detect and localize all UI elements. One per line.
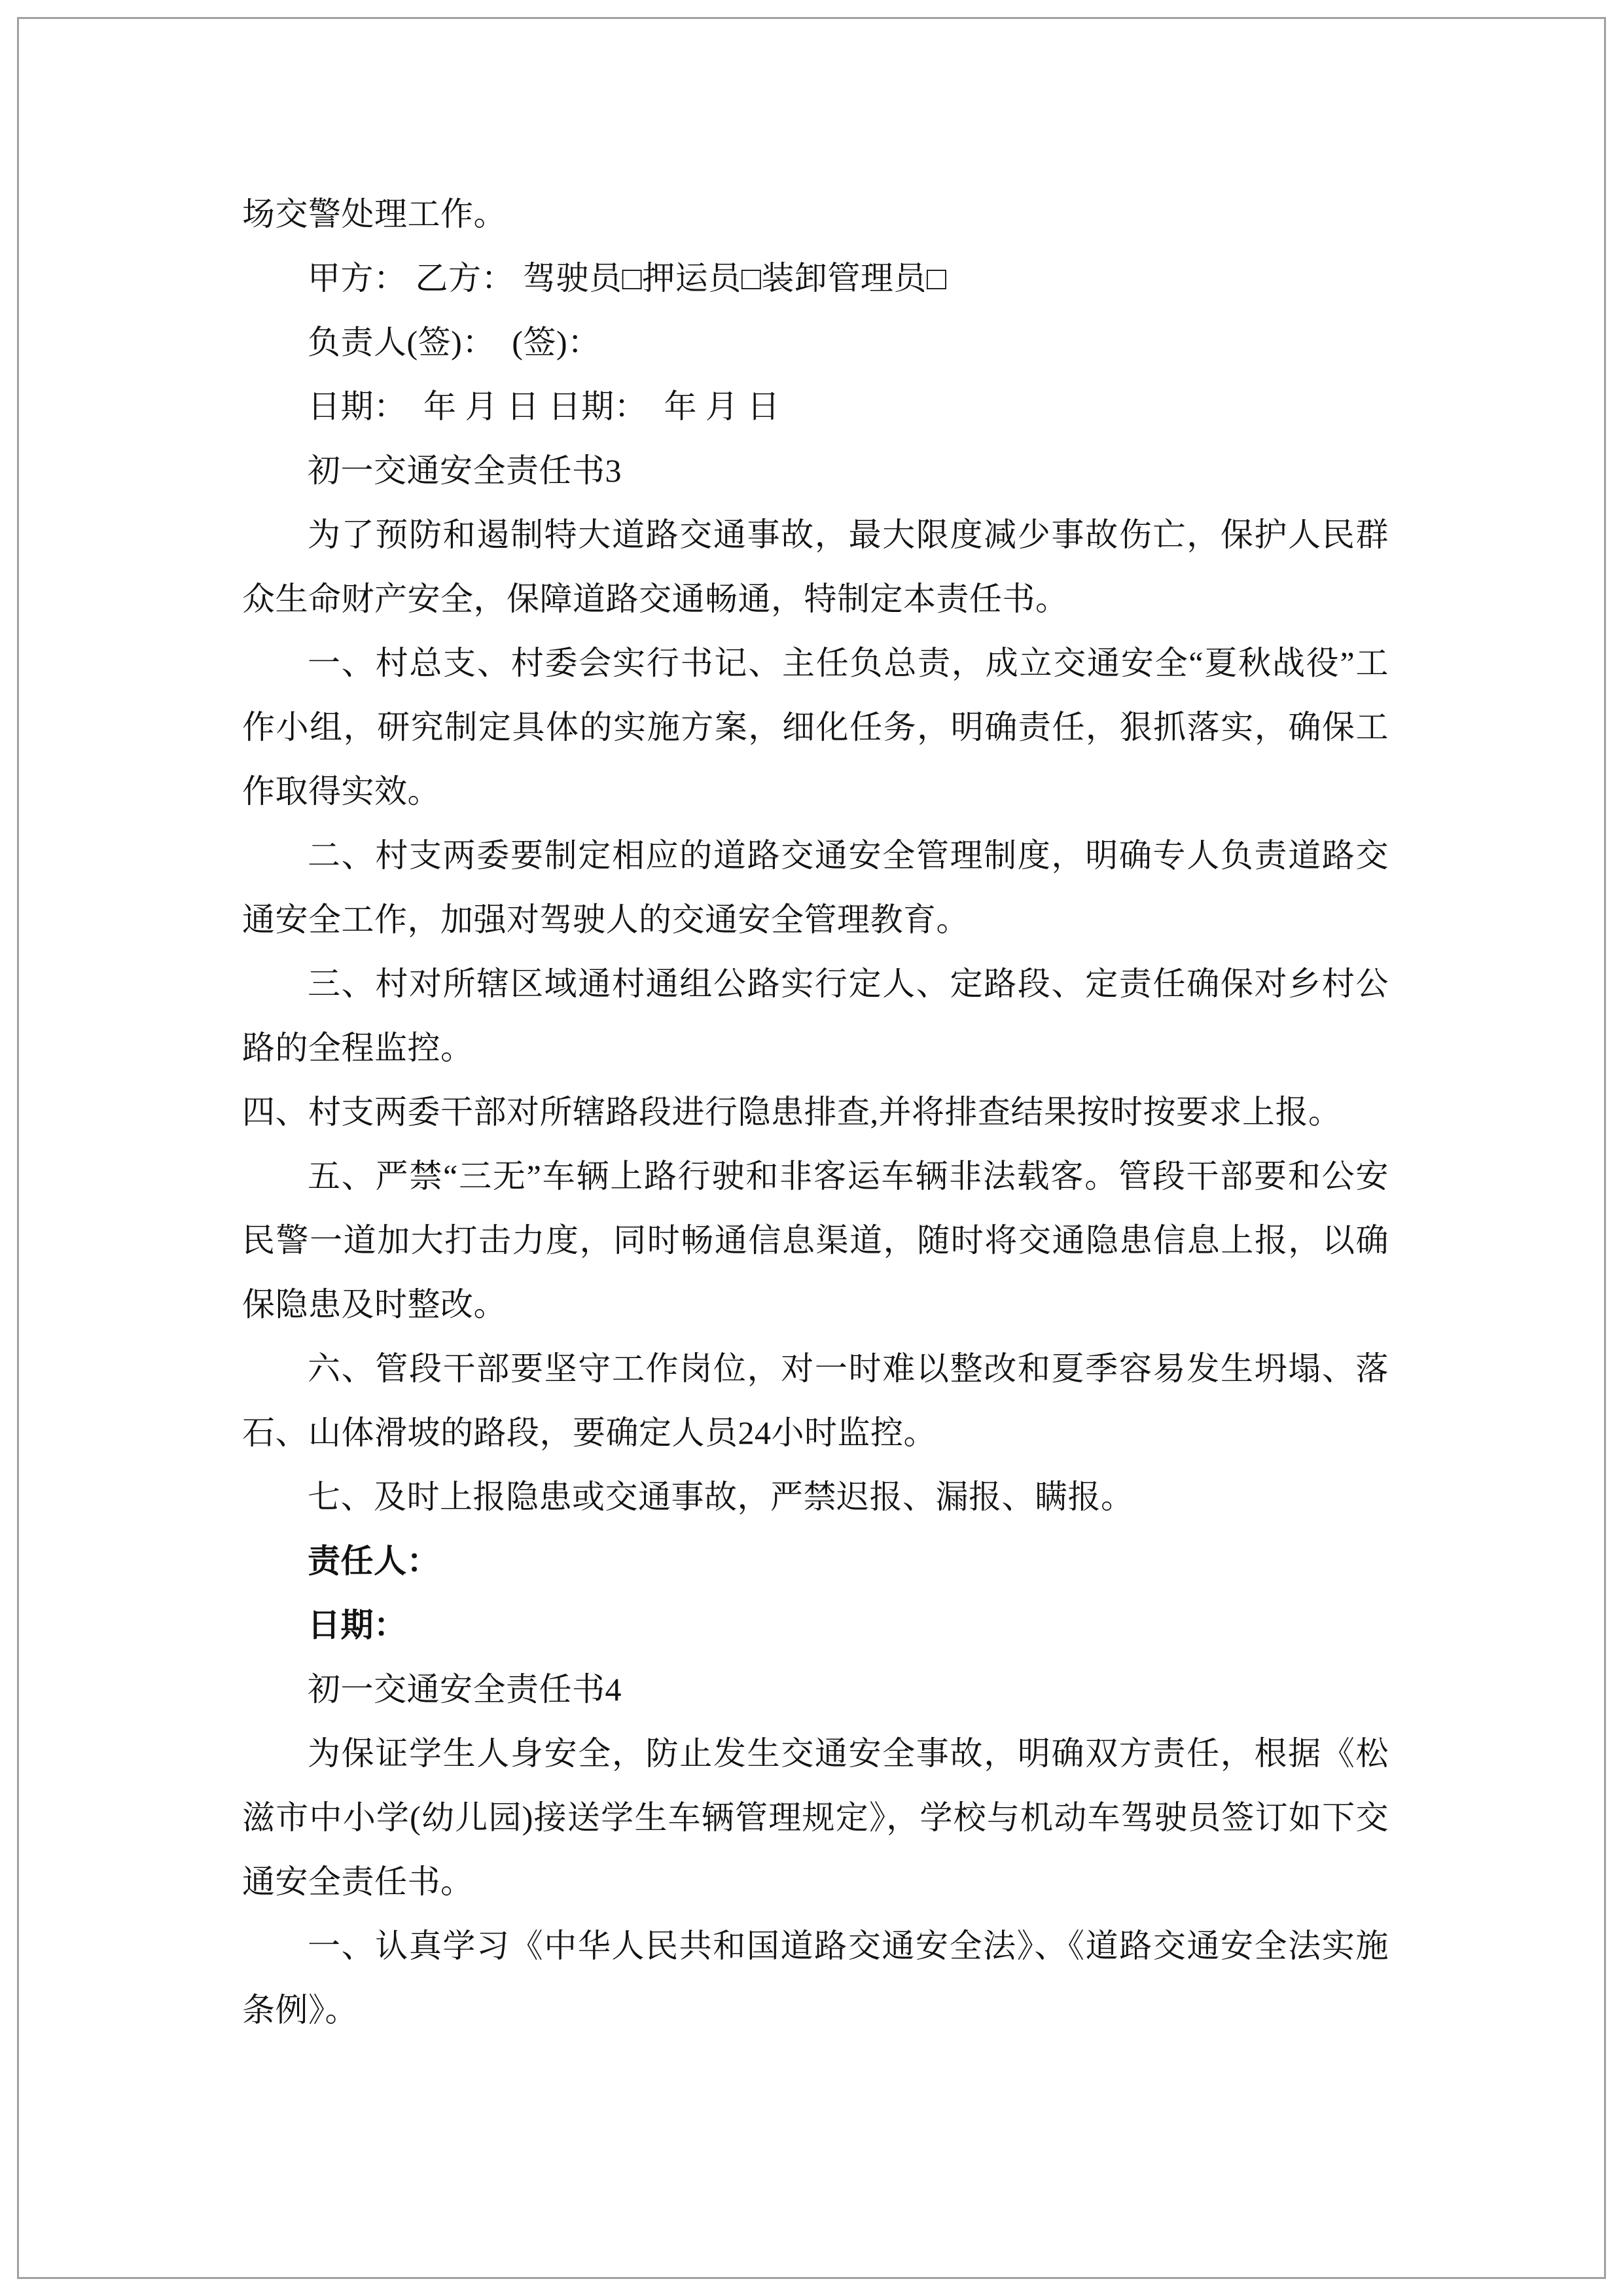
paragraph: 负责人(签)： (签)： (308, 324, 601, 361)
paragraph: 四、村支两委干部对所辖路段进行隐患排查,并将排查结果按时按要求上报。 (242, 1094, 1342, 1130)
paragraph: 初一交通安全责任书4 (308, 1671, 622, 1708)
paragraph: 为保证学生人身安全，防止发生交通安全事故，明确双方责任，根据《松滋市中小学(幼儿园)接送学生车辆管理规定》，学校与机动车驾驶员签订如下交通安全责任书。 (242, 1735, 1389, 1900)
paragraph: 为了预防和遏制特大道路交通事故，最大限度减少事故伤亡，保护人民群众生命财产安全，保障道路交通畅通，特制定本责任书。 (242, 516, 1389, 617)
paragraph: 初一交通安全责任书3 (308, 452, 622, 489)
paragraph: 日期： 年 月 日 日期： 年 月 日 (308, 388, 780, 425)
paragraph: 日期： (308, 1607, 407, 1643)
paragraph: 三、村对所辖区域通村通组公路实行定人、定路段、定责任确保对乡村公路的全程监控。 (242, 965, 1389, 1066)
paragraph: 一、村总支、村委会实行书记、主任负总责，成立交通安全“夏秋战役”工作小组，研究制定具体的实施方案，细化任务，明确责任，狠抓落实，确保工作取得实效。 (242, 645, 1389, 810)
paragraph: 一、认真学习《中华人民共和国道路交通安全法》、《道路交通安全法实施条例》。 (242, 1928, 1389, 2028)
paragraph: 五、严禁“三无”车辆上路行驶和非客运车辆非法载客。管段干部要和公安民警一道加大打击力度，同时畅通信息渠道，随时将交通隐患信息上报，以确保隐患及时整改。 (242, 1158, 1389, 1323)
document-content (242, 182, 1389, 2042)
paragraph: 二、村支两委要制定相应的道路交通安全管理制度，明确专人负责道路交通安全工作，加强对驾驶人的交通安全管理教育。 (242, 837, 1389, 938)
paragraph: 责任人： (308, 1543, 440, 1579)
paragraph: 场交警处理工作。 (242, 196, 507, 232)
paragraph: 六、管段干部要坚守工作岗位，对一时难以整改和夏季容易发生坍塌、落石、山体滑坡的路段，要确定人员24小时监控。 (242, 1350, 1389, 1451)
paragraph: 七、及时上报隐患或交通事故，严禁迟报、漏报、瞒报。 (308, 1479, 1134, 1515)
paragraph: 甲方： 乙方： 驾驶员□押运员□装卸管理员□ (308, 260, 947, 296)
